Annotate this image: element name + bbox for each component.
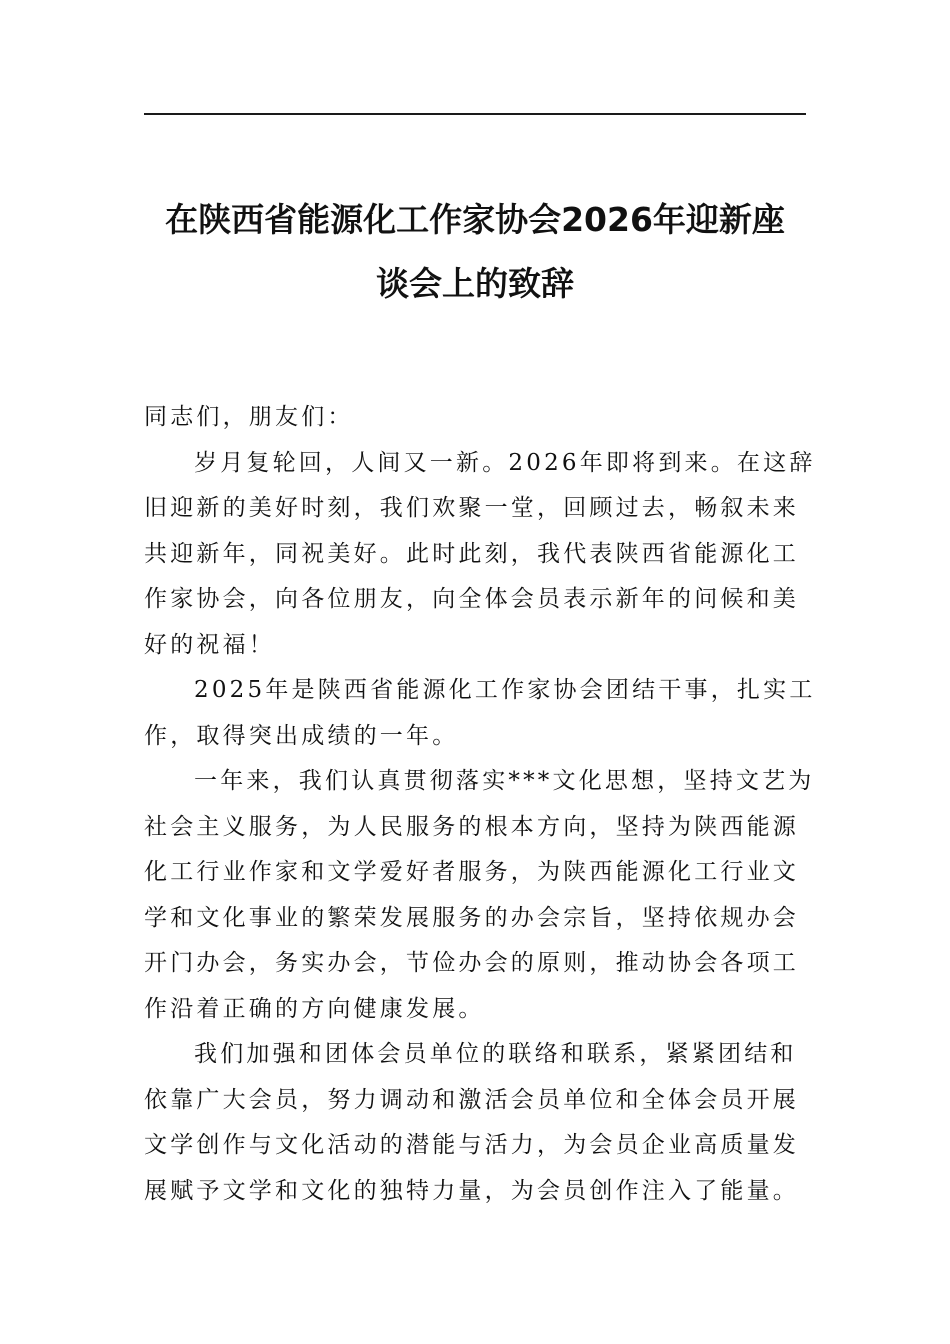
text-line: 学和文化事业的繁荣发展服务的办会宗旨，坚持依规办会 <box>144 904 799 931</box>
text-line: 作家协会，向各位朋友，向全体会员表示新年的问候和美 <box>144 586 799 612</box>
title-line: 谈会上的致辞 <box>376 264 574 303</box>
text-line: 开门办会，务实办会，节俭办会的原则，推动协会各项工 <box>144 950 799 976</box>
text-line: 依靠广大会员，努力调动和激活会员单位和全体会员开展 <box>144 1086 799 1113</box>
text-line: 一年来，我们认真贯彻落实***文化思想，坚持文艺为 <box>194 768 815 794</box>
header-rule <box>144 113 806 115</box>
text-line: 化工行业作家和文学爱好者服务，为陕西能源化工行业文 <box>144 859 799 885</box>
text-line: 社会主义服务，为人民服务的根本方向，坚持为陕西能源 <box>144 813 799 840</box>
text-line: 文学创作与文化活动的潜能与活力，为会员企业高质量发 <box>144 1132 799 1158</box>
paragraph <box>144 1032 806 1214</box>
document-title <box>144 188 806 316</box>
text-line: 我们加强和团体会员单位的联络和联系，紧紧团结和 <box>194 1041 797 1067</box>
text-line: 岁月复轮回，人间又一新。2026年即将到来。在这辞 <box>194 449 816 476</box>
text-line: 好的祝福！ <box>144 631 275 658</box>
title-line: 在陕西省能源化工作家协会2026年迎新座 <box>165 200 785 239</box>
text-line: 旧迎新的美好时刻，我们欢聚一堂，回顾过去，畅叙未来 <box>144 495 799 521</box>
text-line: 2025年是陕西省能源化工作家协会团结干事，扎实工 <box>194 677 816 703</box>
text-line: 作，取得突出成绩的一年。 <box>144 722 459 749</box>
paragraph <box>144 441 816 669</box>
salutation: 同志们，朋友们： <box>144 404 354 430</box>
text-line: 展赋予文学和文化的独特力量，为会员创作注入了能量。 <box>144 1177 799 1204</box>
paragraph <box>144 759 815 1032</box>
document-body <box>144 395 816 1214</box>
text-line: 作沿着正确的方向健康发展。 <box>144 995 485 1022</box>
paragraph <box>144 668 816 759</box>
text-line: 共迎新年，同祝美好。此时此刻，我代表陕西省能源化工 <box>144 540 799 567</box>
